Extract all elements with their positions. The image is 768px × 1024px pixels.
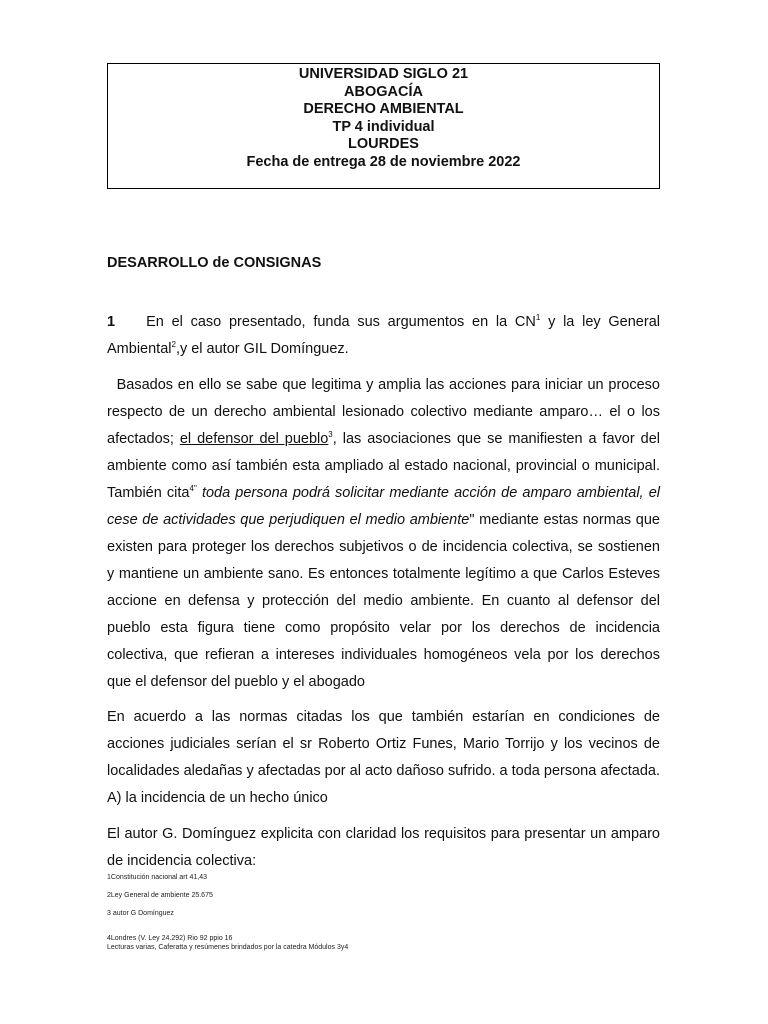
section-title: DESARROLLO de CONSIGNAS bbox=[107, 255, 322, 271]
text: " mediante estas normas que existen para proteger los derechos subjetivos o de incidencia colectiva, se sostienen y mantiene un ambiente sano. Es entonces totalmente legítimo a que Carlos Esteves accione en defensa y protección del medio ambiente. En cuanto al defensor del pueblo esta figura tiene como propósito velar por los derechos de incidencia colectiva, que refieran a intereses individuales homogéneos vela por los derechos que el defensor del pueblo y el abogado bbox=[107, 512, 660, 690]
text: , las asociaciones que se manifiesten a favor del ambiente como así también esta ampliado al estado nacional, provincial o municipal. También cita bbox=[107, 431, 660, 501]
text: En acuerdo a las normas citadas los que también estarían en condiciones de acciones judiciales serían el sr Roberto Ortiz Funes, Mario Torrijo y los vecinos de localidades aledañas y afectadas por al acto dañoso sufrido. a toda persona afectada. A) la incidencia de un hecho único bbox=[107, 709, 660, 806]
paragraph-3 bbox=[107, 704, 660, 812]
underlined-text: el defensor del pueblo bbox=[179, 431, 329, 447]
footnote-1: 1Constitución nacional art 41,43 bbox=[107, 874, 208, 881]
footnote-ref: 3 bbox=[328, 430, 333, 440]
assignment-name: TP 4 individual bbox=[332, 118, 435, 135]
career-name: ABOGACÍA bbox=[344, 83, 423, 100]
text: y la ley General Ambiental bbox=[107, 314, 660, 357]
due-date: Fecha de entrega 28 de noviembre 2022 bbox=[246, 153, 521, 170]
text: En el caso presentado, funda sus argumentos en la CN bbox=[146, 314, 536, 330]
footnote-ref: 4" bbox=[189, 484, 197, 494]
footnote-ref: 1 bbox=[535, 313, 541, 323]
paragraph-4 bbox=[107, 821, 660, 875]
footnote-3: 3 autor G Domínguez bbox=[107, 910, 174, 917]
text: Basados en ello se sabe que legitima y amplia las acciones para iniciar un proceso respecto de un derecho ambiental lesionado colectivo mediante amparo… el o los afectados; bbox=[107, 377, 660, 447]
title-box bbox=[107, 63, 660, 189]
footnote-sources: Lecturas varias, Caferatta y resúmenes brindados por la catedra Módulos 3y4 bbox=[107, 944, 349, 951]
item-number: 1 bbox=[107, 314, 116, 330]
footnote-2: 2Ley General de ambiente 25.675 bbox=[107, 892, 213, 899]
footnote-ref: 2 bbox=[171, 340, 176, 350]
footnote-4: 4Londres (V. Ley 24.292) Rio 92 ppio 16 bbox=[107, 935, 233, 942]
subject-name: DERECHO AMBIENTAL bbox=[303, 101, 464, 117]
paragraph-2 bbox=[107, 372, 660, 696]
student-name: LOURDES bbox=[348, 136, 419, 152]
paragraph-1 bbox=[107, 309, 660, 363]
university-name: UNIVERSIDAD SIGLO 21 bbox=[298, 66, 469, 82]
quoted-text: toda persona podrá solicitar mediante acción de amparo ambiental, el cese de actividades que perjudiquen el medio ambiente bbox=[107, 485, 661, 528]
text: El autor G. Domínguez explicita con claridad los requisitos para presentar un amparo de incidencia colectiva: bbox=[107, 826, 660, 869]
text: ,y el autor GIL Domínguez. bbox=[175, 341, 349, 357]
